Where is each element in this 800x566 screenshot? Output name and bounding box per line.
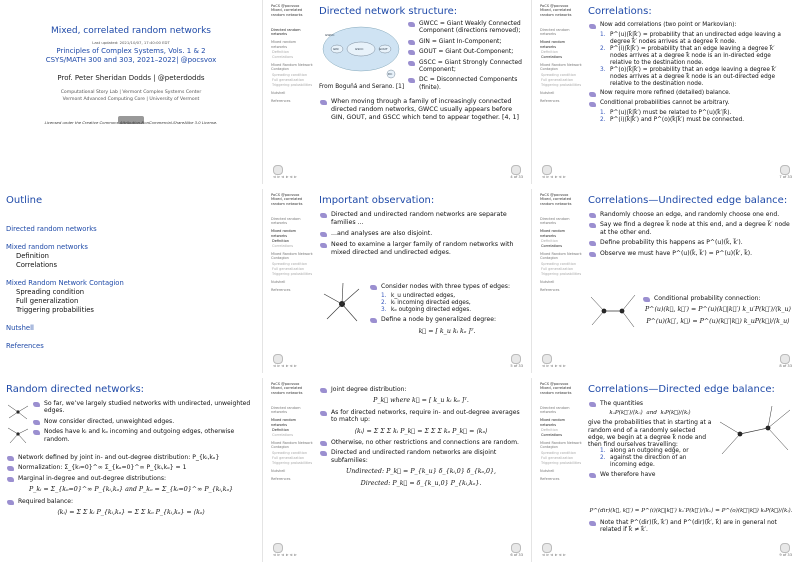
label-dc: DC bbox=[388, 72, 393, 76]
bullet: Nodes have kᵢ and kₒ incoming and outgoing edges, otherwise random. bbox=[32, 428, 256, 443]
bullet: Randomly choose an edge, and randomly choose one end. bbox=[588, 211, 792, 218]
def-gin: GIN = Giant In-Component; bbox=[407, 38, 525, 45]
sidebar-subitem[interactable]: Triggering probabilities bbox=[272, 83, 313, 88]
list-item: 2. kᵢ incoming directed edges, bbox=[381, 300, 471, 307]
slide-footer bbox=[273, 543, 523, 559]
sidebar-course: PoCS @pocsvox bbox=[540, 4, 569, 8]
bullet: Joint degree distribution: bbox=[319, 386, 523, 393]
sidebar-subitem[interactable]: Spreading condition bbox=[272, 450, 308, 455]
sidebar-course: PoCS @pocsvox bbox=[540, 193, 569, 197]
sidebar-item[interactable]: Mixed Random Network Contagion bbox=[540, 63, 582, 72]
outline-subitem[interactable]: Triggering probabilities bbox=[16, 306, 94, 314]
slide-heading: Important observation: bbox=[319, 195, 435, 206]
bullet: ...and analyses are also disjoint. bbox=[319, 230, 523, 238]
slide-undirected-balance bbox=[538, 189, 800, 373]
sidebar-subitem[interactable]: Full generalization bbox=[272, 77, 305, 82]
sidebar-subitem[interactable]: Definition bbox=[272, 427, 289, 432]
sidebar-subitem[interactable]: Definition bbox=[541, 238, 558, 243]
page-number: 5 of 33 bbox=[510, 364, 523, 368]
sidebar-item[interactable]: Mixed random networks bbox=[540, 40, 566, 49]
list-item: 2. P^(i)(k⃗|k⃗′) and P^(o)(k⃗|k⃗′) must be connected. bbox=[600, 117, 745, 123]
sidebar-topic: Mixed, correlated random networks bbox=[540, 386, 572, 395]
slide-directed-structure bbox=[269, 0, 532, 184]
slide-footer bbox=[542, 543, 792, 559]
sidebar bbox=[538, 378, 582, 562]
beamer-nav-icons[interactable]: ⊲ ⊳ ⊲ ⊳ ⊲ ⊳ bbox=[542, 553, 566, 557]
bullet: Conditional probabilities cannot be arbitrary. bbox=[588, 100, 792, 107]
sidebar-subitem[interactable]: Definition bbox=[272, 49, 289, 54]
sidebar-subitem[interactable]: Correlations bbox=[541, 244, 563, 249]
sidebar-topic: Mixed, correlated random networks bbox=[540, 197, 572, 206]
equation: P^(dir)(k⃗, k⃗′) = P^(i)(k⃗|k⃗′) kₒ′P(k⃗′)/⟨kₒ⟩ = P^(o)(k⃗′|k⃗) kᵢP(k⃗)/⟨kᵢ⟩. bbox=[589, 508, 793, 514]
slide-outline bbox=[0, 189, 263, 373]
list-item: 3. kₒ outgoing directed edges. bbox=[381, 307, 472, 314]
logo-icon bbox=[511, 543, 521, 553]
slide-heading: Correlations—Directed edge balance: bbox=[588, 384, 775, 395]
logo-icon bbox=[542, 165, 552, 175]
course-line-1: Principles of Complex Systems, Vols. 1 & 2 bbox=[56, 47, 206, 55]
sidebar-item[interactable]: Nutshell bbox=[540, 91, 555, 96]
sidebar-item[interactable]: Nutshell bbox=[540, 469, 555, 474]
sidebar bbox=[269, 189, 313, 373]
bullet: The quantities bbox=[588, 400, 712, 407]
sidebar-item[interactable]: References bbox=[271, 99, 291, 104]
edge-pair-diagram bbox=[588, 285, 638, 335]
course-line-2: CSYS/MATH 300 and 303, 2021–2022| @pocsvox bbox=[45, 56, 217, 64]
page-number: 7 of 33 bbox=[779, 175, 792, 179]
sidebar-item[interactable]: Nutshell bbox=[271, 280, 286, 285]
sidebar bbox=[538, 0, 582, 184]
beamer-nav-icons[interactable]: ⊲ ⊳ ⊲ ⊳ ⊲ ⊳ bbox=[273, 175, 297, 179]
sidebar-topic: Mixed, correlated random networks bbox=[271, 386, 303, 395]
sidebar-subitem[interactable]: Spreading condition bbox=[272, 261, 308, 266]
last-updated: Last updated: 2021/10/07, 17:40:00 EDT bbox=[92, 40, 170, 45]
outline-subitem[interactable]: Correlations bbox=[16, 261, 58, 269]
slide-heading: Outline bbox=[6, 195, 43, 206]
sidebar-subitem[interactable]: Triggering probabilities bbox=[541, 83, 582, 88]
slide-joint-degree bbox=[269, 378, 532, 562]
cc-license-icon bbox=[0, 109, 262, 128]
sidebar-item[interactable]: Mixed Random Network Contagion bbox=[271, 441, 313, 450]
sidebar-item[interactable]: Directed random networks bbox=[540, 28, 570, 37]
bullet: Otherwise, no other restrictions and connections are random. bbox=[319, 439, 523, 446]
beamer-nav-icons[interactable]: ⊲ ⊳ ⊲ ⊳ ⊲ ⊳ bbox=[273, 553, 297, 557]
equation: P_k⃗ where k⃗ = [ k_u kᵢ kₒ ]ᵀ. bbox=[373, 397, 469, 405]
logo-icon bbox=[780, 543, 790, 553]
sidebar-subitem[interactable]: Correlations bbox=[272, 433, 294, 438]
slide-important-observation bbox=[269, 189, 532, 373]
label-gin: GIN bbox=[333, 47, 339, 51]
sidebar-item[interactable]: Directed random networks bbox=[271, 28, 301, 37]
sidebar-subitem[interactable]: Spreading condition bbox=[541, 450, 577, 455]
outline-subitem[interactable]: Spreading condition bbox=[16, 288, 85, 296]
sidebar-subitem[interactable]: Definition bbox=[541, 49, 558, 54]
equation: kₒP(k⃗′)/⟨kₒ⟩ and kᵢP(k⃗)/⟨kᵢ⟩ bbox=[609, 410, 691, 417]
sidebar-subitem[interactable]: Correlations bbox=[541, 55, 563, 60]
list-item: 1. P^(u)(k⃗|k⃗′) = probability that an undirected edge leaving a degree k⃗′ nodes arrives at a degree k⃗ node. bbox=[600, 32, 781, 45]
sidebar-subitem[interactable]: Triggering probabilities bbox=[272, 461, 313, 466]
bullet: Directed and undirected random networks are separate families ... bbox=[319, 211, 523, 227]
bullet: Consider nodes with three types of edges: bbox=[369, 283, 525, 290]
sidebar bbox=[269, 378, 313, 562]
logo-icon bbox=[273, 165, 283, 175]
bullet: Define probability this happens as P^(u)(k⃗, k⃗′). bbox=[588, 239, 792, 246]
equation: ⟨kᵢ⟩ = Σ Σ kᵢ P_{kᵢ,kₒ} = Σ Σ kₒ P_{kᵢ,kₒ} = ⟨kₒ⟩ bbox=[57, 509, 205, 517]
outline-subitem[interactable]: Definition bbox=[16, 252, 49, 260]
sidebar-item[interactable]: Directed random networks bbox=[540, 406, 570, 415]
sidebar-subitem[interactable]: Spreading condition bbox=[541, 261, 577, 266]
outline-item[interactable]: Mixed random networks bbox=[6, 243, 88, 251]
outline-subitem[interactable]: Full generalization bbox=[16, 297, 79, 305]
sidebar-course: PoCS @pocsvox bbox=[271, 193, 300, 197]
sidebar-topic: Mixed, correlated random networks bbox=[540, 8, 572, 17]
equation: P^(u)(k⃗, k⃗′) = P^(u)(k⃗|k⃗′) k_u′P(k⃗′)/⟨k_u⟩ bbox=[644, 306, 792, 314]
sidebar-item[interactable]: Directed random networks bbox=[540, 217, 570, 226]
slide-heading: Random directed networks: bbox=[6, 384, 145, 395]
page-number: 8 of 33 bbox=[779, 364, 792, 368]
sidebar-item[interactable]: Mixed random networks bbox=[540, 418, 566, 427]
slide-heading: Correlations—Undirected edge balance: bbox=[588, 195, 788, 206]
label-gout: GOUT bbox=[379, 47, 388, 51]
bullet: Now add correlations (two point or Markovian): bbox=[588, 22, 792, 29]
sidebar-item[interactable]: References bbox=[271, 288, 291, 293]
sidebar-subitem[interactable]: Definition bbox=[541, 427, 558, 432]
bullet: We therefore have bbox=[588, 471, 712, 478]
sidebar-subitem[interactable]: Triggering probabilities bbox=[541, 272, 582, 277]
slide-random-directed bbox=[0, 378, 263, 562]
sidebar-subitem[interactable]: Full generalization bbox=[272, 266, 305, 271]
list-item: 3. P^(o)(k⃗|k⃗′) = probability that an edge leaving a degree k⃗′ nodes arrives at a degree k⃗ node is an out-directed edge relative to the destination node. bbox=[600, 67, 777, 87]
affiliation-1: Computational Story Lab | Vermont Complex Systems Center bbox=[60, 90, 202, 95]
sidebar-topic: Mixed, correlated random networks bbox=[271, 8, 303, 17]
equation: ⟨kᵢ⟩ = Σ Σ Σ kᵢ P_k⃗ = Σ Σ Σ kₒ P_k⃗ = ⟨kₒ⟩ bbox=[354, 427, 488, 435]
deck-title: Mixed, correlated random networks bbox=[51, 26, 211, 36]
outline-list bbox=[6, 225, 124, 351]
emergence-bullet: When moving through a family of increasingly connected directed random networks, GWCC usually appears before GIN, GOUT, and GSCC which tend to appear together. [4, 1] bbox=[319, 98, 523, 122]
sidebar-subitem[interactable]: Full generalization bbox=[541, 266, 574, 271]
list-item: 2. P^(i)(k⃗|k⃗′) = probability that an edge leaving a degree k⃗′ nodes arrives at a degree k⃗ node is an in-directed edge relative to the destination node. bbox=[600, 46, 775, 66]
figure-caption: From Boguñá and Serano. [1] bbox=[319, 84, 405, 90]
sidebar-item[interactable]: References bbox=[540, 477, 560, 482]
slide-heading: Correlations: bbox=[588, 6, 652, 17]
outline-item[interactable]: Directed random networks bbox=[6, 225, 97, 233]
label-gscc: GSCC bbox=[355, 47, 364, 51]
equation: P^(u)(k⃗′, k⃗) = P^(u)(k⃗′|k⃗) k_uP(k⃗)/⟨k_u⟩ bbox=[646, 317, 790, 325]
bullet: As for directed networks, require in- and out-degree averages to match up: bbox=[319, 409, 523, 424]
sidebar-item[interactable]: Nutshell bbox=[271, 469, 286, 474]
sidebar-subitem[interactable]: Triggering probabilities bbox=[272, 272, 313, 277]
def-gwcc: GWCC = Giant Weakly Connected Component (directions removed); bbox=[407, 20, 525, 35]
slide-footer bbox=[542, 165, 792, 181]
sidebar-subitem[interactable]: Spreading condition bbox=[272, 72, 308, 77]
bullet: Network defined by joint in- and out-degree distribution: P_{kᵢ,kₒ} bbox=[6, 454, 256, 461]
slide-directed-balance bbox=[538, 378, 800, 562]
bullet: Note that P^(dir)(k⃗, k⃗′) and P^(dir)(k⃗′, k⃗) are in general not related if k⃗ ≠ k⃗′. bbox=[588, 519, 794, 533]
sidebar-item[interactable]: Mixed Random Network Contagion bbox=[540, 252, 582, 261]
sidebar-item[interactable]: Mixed random networks bbox=[271, 229, 297, 238]
node-sketch-icon bbox=[6, 402, 30, 446]
beamer-nav-icons[interactable]: ⊲ ⊳ ⊲ ⊳ ⊲ ⊳ bbox=[542, 175, 566, 179]
bullet: Directed and undirected random networks are disjoint subfamilies: bbox=[319, 449, 523, 464]
sidebar-item[interactable]: Mixed Random Network Contagion bbox=[540, 441, 582, 450]
equation: P_kᵢ = Σ_{kₒ=0}^∞ P_{kᵢ,kₒ} and P_kₒ = Σ_{kᵢ=0}^∞ P_{kᵢ,kₒ} bbox=[28, 486, 234, 494]
bullet: Need to examine a larger family of random networks with mixed directed and undirected edges. bbox=[319, 241, 523, 257]
slide-heading: Directed network structure: bbox=[319, 6, 458, 17]
list-item: 1. along an outgoing edge, or bbox=[600, 448, 689, 455]
bullet: Observe we must have P^(u)(k⃗, k⃗′) = P^(u)(k⃗′, k⃗). bbox=[588, 250, 792, 257]
sidebar-item[interactable]: References bbox=[271, 477, 291, 482]
sidebar-subitem[interactable]: Full generalization bbox=[272, 455, 305, 460]
label-gwcc: GWCC bbox=[325, 33, 335, 37]
sidebar-subitem[interactable]: Definition bbox=[272, 238, 289, 243]
author: Prof. Peter Sheridan Dodds | @peterdodds bbox=[57, 74, 205, 82]
def-gscc: GSCC = Giant Strongly Connected Component; bbox=[407, 59, 525, 74]
logo-icon bbox=[542, 354, 552, 364]
outline-item[interactable]: Mixed Random Network Contagion bbox=[6, 279, 124, 287]
bullet: Conditional probability connection: bbox=[642, 295, 794, 302]
logo-icon bbox=[511, 354, 521, 364]
directed-edge-diagram bbox=[714, 402, 794, 462]
def-dc: DC = Disconnected Components (finite). bbox=[407, 76, 525, 91]
logo-icon bbox=[780, 354, 790, 364]
sidebar-item[interactable]: Mixed random networks bbox=[271, 418, 297, 427]
mixed-node-diagram bbox=[319, 279, 365, 329]
logo-icon bbox=[273, 354, 283, 364]
page-number: 4 of 33 bbox=[510, 175, 523, 179]
sidebar-item[interactable]: Mixed Random Network Contagion bbox=[271, 252, 313, 261]
outline-item[interactable]: Nutshell bbox=[6, 324, 34, 332]
sidebar-item[interactable]: Directed random networks bbox=[271, 217, 301, 226]
license-text: Licensed under the Creative Commons Attribution-NonCommercial-ShareAlike 3.0 License. bbox=[44, 120, 218, 125]
beamer-nav-icons[interactable]: ⊲ ⊳ ⊲ ⊳ ⊲ ⊳ bbox=[542, 364, 566, 368]
slide-title bbox=[0, 0, 263, 184]
slide-correlations bbox=[538, 0, 800, 184]
list-item: 1. P^(u)(k⃗|k⃗′) must be related to P^(u)(k⃗′|k⃗). bbox=[600, 110, 732, 116]
sidebar-subitem[interactable]: Triggering probabilities bbox=[541, 461, 582, 466]
equation: Undirected: P_k⃗ = P_{k_u} δ_{kᵢ,0} δ_{kₒ,0}, bbox=[345, 468, 496, 476]
list-item: 1. k_u undirected edges, bbox=[381, 293, 456, 300]
bullet: So far, we’ve largely studied networks with undirected, unweighted edges. bbox=[32, 400, 256, 415]
sidebar-subitem[interactable]: Correlations bbox=[272, 55, 294, 60]
sidebar-course: PoCS @pocsvox bbox=[271, 382, 300, 386]
sidebar bbox=[269, 0, 313, 184]
equation: k⃗ = [ k_u kᵢ kₒ ]ᵀ. bbox=[418, 327, 476, 335]
slide-footer bbox=[273, 165, 523, 181]
def-gout: GOUT = Giant Out-Component; bbox=[407, 48, 525, 55]
sidebar-subitem[interactable]: Full generalization bbox=[541, 455, 574, 460]
logo-icon bbox=[780, 165, 790, 175]
page-number: 9 of 33 bbox=[779, 553, 792, 557]
slide-footer bbox=[273, 354, 523, 370]
sidebar-subitem[interactable]: Correlations bbox=[541, 433, 563, 438]
sidebar-item[interactable]: Mixed random networks bbox=[540, 229, 566, 238]
logo-icon bbox=[273, 543, 283, 553]
sidebar-subitem[interactable]: Full generalization bbox=[541, 77, 574, 82]
bullet: Required balance: bbox=[6, 498, 256, 505]
bullet: Now require more refined (detailed) balance. bbox=[588, 90, 792, 97]
sidebar-subitem[interactable]: Correlations bbox=[272, 244, 294, 249]
sidebar-item[interactable]: References bbox=[540, 99, 560, 104]
bullet: Say we find a degree k⃗ node at this end, and a degree k⃗′ node at the other end. bbox=[588, 221, 792, 236]
page-number: 6 of 33 bbox=[510, 553, 523, 557]
bullet: Normalization: Σ_{kᵢ=0}^∞ Σ_{kₒ=0}^∞ P_{kᵢ,kₒ} = 1 bbox=[6, 464, 256, 471]
equation: Directed: P_k⃗ = δ_{k_u,0} P_{kᵢ,kₒ}. bbox=[360, 479, 482, 487]
explanation-text: give the probabilities that in starting at a random end of a randomly selected edge, we begin at a degree k⃗ node and then find ourselves travelling: bbox=[588, 419, 712, 449]
sidebar-item[interactable]: Nutshell bbox=[271, 91, 286, 96]
bullet: Now consider directed, unweighted edges. bbox=[32, 418, 256, 425]
outline-item[interactable]: References bbox=[6, 342, 44, 350]
sidebar bbox=[538, 189, 582, 373]
bullet: Define a node by generalized degree: bbox=[369, 316, 525, 323]
sidebar-subitem[interactable]: Spreading condition bbox=[541, 72, 577, 77]
sidebar-item[interactable]: Nutshell bbox=[540, 280, 555, 285]
sidebar-course: PoCS @pocsvox bbox=[271, 4, 300, 8]
sidebar-item[interactable]: Mixed random networks bbox=[271, 40, 297, 49]
bow-tie-diagram bbox=[321, 18, 401, 80]
bullet: Marginal in-degree and out-degree distributions: bbox=[6, 475, 256, 482]
sidebar-course: PoCS @pocsvox bbox=[540, 382, 569, 386]
logo-icon bbox=[542, 543, 552, 553]
logo-icon bbox=[511, 165, 521, 175]
list-item: 2. against the direction of an incoming edge. bbox=[600, 455, 687, 469]
beamer-nav-icons[interactable]: ⊲ ⊳ ⊲ ⊳ ⊲ ⊳ bbox=[273, 364, 297, 368]
slide-footer bbox=[542, 354, 792, 370]
sidebar-item[interactable]: Mixed Random Network Contagion bbox=[271, 63, 313, 72]
sidebar-topic: Mixed, correlated random networks bbox=[271, 197, 303, 206]
sidebar-item[interactable]: References bbox=[540, 288, 560, 293]
sidebar-item[interactable]: Directed random networks bbox=[271, 406, 301, 415]
affiliation-2: Vermont Advanced Computing Core | University of Vermont bbox=[62, 97, 200, 102]
